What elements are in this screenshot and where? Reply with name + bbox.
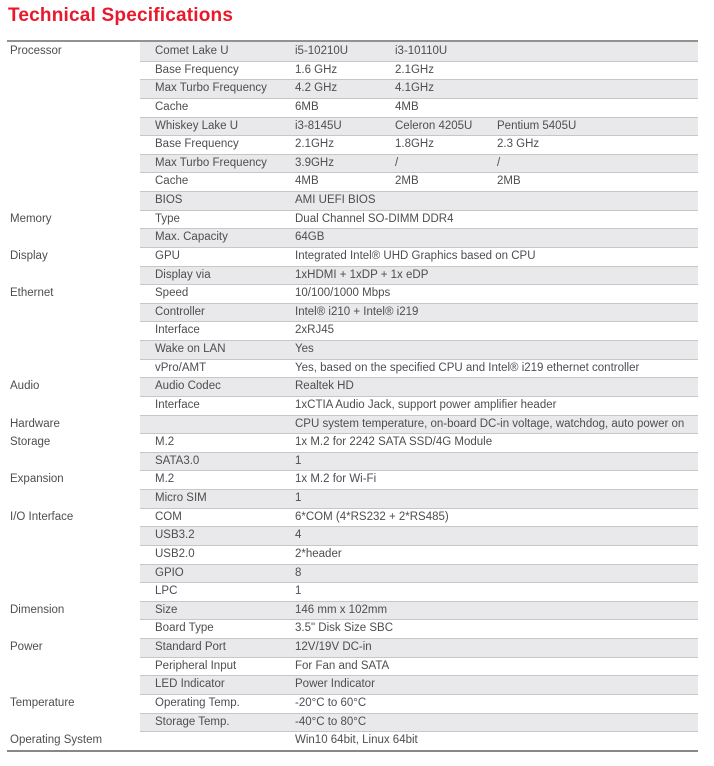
spec-label: COM: [155, 510, 182, 523]
category-cell: Temperature: [7, 694, 140, 713]
spec-values: [295, 713, 698, 732]
spec-label: Micro SIM: [155, 492, 207, 504]
spec-value: 10/100/1000 Mbps: [295, 287, 391, 300]
spec-value: 12V/19V DC-in: [295, 641, 372, 653]
spec-values: [295, 582, 698, 601]
spec-value: 2*header: [295, 547, 342, 560]
spec-values: [295, 452, 698, 471]
spec-label: SATA3.0: [155, 454, 200, 467]
spec-label: USB3.2: [155, 529, 195, 542]
table-row: [7, 694, 698, 713]
category-cell: [7, 545, 140, 564]
category-cell: [7, 582, 140, 601]
spec-value: i5-10210U: [295, 45, 349, 57]
spec-values: [295, 657, 698, 676]
table-row: [7, 452, 698, 471]
spec-label: Storage Temp.: [155, 715, 230, 728]
spec-value: Yes: [295, 343, 314, 355]
table-row: [7, 508, 698, 527]
table-row: [7, 228, 698, 247]
spec-value: 1.8GHz: [395, 138, 434, 151]
table-row: [7, 135, 698, 154]
table-row: [7, 619, 698, 638]
spec-value: For Fan and SATA: [295, 659, 390, 672]
category-cell: [7, 489, 140, 508]
category-cell: Processor: [7, 42, 140, 61]
table-row: [7, 396, 698, 415]
category-cell: Power: [7, 638, 140, 657]
spec-row-content: [140, 675, 698, 694]
spec-label: Max Turbo Frequency: [155, 156, 267, 169]
spec-value: 6*COM (4*RS232 + 2*RS485): [295, 510, 449, 523]
spec-value: 3.5" Disk Size SBC: [295, 622, 394, 635]
spec-values: [295, 470, 698, 489]
spec-row-content: [140, 415, 698, 434]
table-row: [7, 303, 698, 322]
spec-values: [295, 675, 698, 694]
spec-values: [295, 154, 698, 173]
spec-value: Realtek HD: [295, 380, 354, 393]
spec-row-content: [140, 433, 698, 452]
spec-value: Intel® i210 + Intel® i219: [295, 305, 419, 318]
table-row: [7, 42, 698, 61]
spec-values: [295, 433, 698, 452]
spec-row-content: [140, 284, 698, 303]
spec-values: [295, 42, 698, 61]
spec-table: [7, 40, 698, 752]
spec-values: [295, 694, 698, 713]
spec-label: BIOS: [155, 194, 183, 206]
category-cell: [7, 619, 140, 638]
spec-value: Celeron 4205U: [395, 119, 473, 132]
spec-row-content: [140, 135, 698, 154]
spec-label: Max Turbo Frequency: [155, 82, 267, 95]
spec-value: 4: [295, 529, 302, 542]
table-row: [7, 433, 698, 452]
table-row: [7, 321, 698, 340]
spec-value: i3-10110U: [395, 45, 448, 57]
spec-value: /: [395, 156, 399, 169]
spec-label: Size: [155, 603, 178, 616]
spec-label: Type: [155, 212, 180, 225]
spec-row-content: [140, 638, 698, 657]
category-cell: [7, 266, 140, 285]
table-row: [7, 582, 698, 601]
table-row: [7, 247, 698, 266]
spec-value: AMI UEFI BIOS: [295, 194, 376, 206]
table-row: [7, 675, 698, 694]
spec-values: [295, 266, 698, 285]
spec-value: 4MB: [395, 100, 419, 113]
category-cell: [7, 340, 140, 359]
spec-value: Dual Channel SO-DIMM DDR4: [295, 212, 454, 225]
spec-value: 2MB: [497, 175, 521, 188]
spec-row-content: [140, 545, 698, 564]
spec-row-content: [140, 154, 698, 173]
spec-values: [295, 340, 698, 359]
table-row: [7, 731, 698, 750]
spec-row-content: [140, 303, 698, 322]
table-row: [7, 657, 698, 676]
category-cell: [7, 564, 140, 583]
spec-value: 1x M.2 for 2242 SATA SSD/4G Module: [295, 436, 493, 449]
spec-row-content: [140, 210, 698, 229]
table-row: [7, 117, 698, 136]
spec-value: Yes, based on the specified CPU and Intel® i219 ethernet controller: [295, 361, 640, 374]
spec-label: Cache: [155, 100, 189, 113]
spec-label: Cache: [155, 175, 189, 188]
spec-label: Standard Port: [155, 641, 226, 653]
spec-values: [295, 79, 698, 98]
spec-value: 1.6 GHz: [295, 63, 338, 76]
spec-values: [295, 284, 698, 303]
spec-row-content: [140, 489, 698, 508]
category-cell: [7, 526, 140, 545]
spec-value: -20°C to 60°C: [295, 696, 367, 709]
spec-label: M.2: [155, 473, 175, 486]
spec-value: CPU system temperature, on-board DC-in voltage, watchdog, auto power on: [295, 417, 685, 430]
spec-value: 3.9GHz: [295, 156, 334, 169]
spec-values: [295, 210, 698, 229]
category-cell: [7, 135, 140, 154]
spec-label: Base Frequency: [155, 63, 239, 76]
spec-values: [295, 601, 698, 620]
spec-label: Comet Lake U: [155, 45, 229, 57]
spec-label: Controller: [155, 305, 205, 318]
spec-value: 1: [295, 454, 302, 467]
category-cell: Audio: [7, 377, 140, 396]
category-cell: Hardware: [7, 415, 140, 434]
spec-label: Wake on LAN: [155, 343, 226, 355]
spec-row-content: [140, 526, 698, 545]
table-row: [7, 340, 698, 359]
spec-label: Audio Codec: [155, 380, 221, 393]
category-cell: Expansion: [7, 470, 140, 489]
spec-values: [295, 508, 698, 527]
table-row: [7, 359, 698, 378]
spec-label: USB2.0: [155, 547, 195, 560]
spec-values: [295, 396, 698, 415]
spec-row-content: [140, 694, 698, 713]
table-row: [7, 61, 698, 80]
table-row: [7, 98, 698, 117]
spec-value: 4.2 GHz: [295, 82, 338, 95]
spec-label: LPC: [155, 585, 178, 598]
table-row: [7, 526, 698, 545]
category-cell: Operating System: [7, 731, 140, 750]
spec-row-content: [140, 452, 698, 471]
spec-label: Board Type: [155, 622, 214, 635]
spec-values: [295, 191, 698, 210]
spec-row-content: [140, 79, 698, 98]
spec-label: [140, 415, 295, 434]
table-row: [7, 638, 698, 657]
spec-label: GPIO: [155, 566, 184, 579]
spec-value: 2.3 GHz: [497, 138, 540, 151]
category-cell: [7, 61, 140, 80]
category-cell: Ethernet: [7, 284, 140, 303]
spec-value: 2xRJ45: [295, 324, 334, 337]
spec-row-content: [140, 601, 698, 620]
category-cell: Dimension: [7, 601, 140, 620]
category-cell: [7, 228, 140, 247]
table-row: [7, 415, 698, 434]
category-cell: [7, 675, 140, 694]
spec-values: [295, 247, 698, 266]
table-row: [7, 79, 698, 98]
category-cell: Display: [7, 247, 140, 266]
table-row: [7, 154, 698, 173]
spec-values: [295, 526, 698, 545]
category-cell: [7, 154, 140, 173]
spec-label: M.2: [155, 436, 175, 449]
table-row: [7, 545, 698, 564]
category-cell: [7, 303, 140, 322]
spec-value: 4.1GHz: [395, 82, 434, 95]
table-row: [7, 210, 698, 229]
table-row: [7, 713, 698, 732]
spec-label: Interface: [155, 398, 200, 411]
category-cell: [7, 321, 140, 340]
category-cell: [7, 172, 140, 191]
category-cell: I/O Interface: [7, 508, 140, 527]
spec-label: Interface: [155, 324, 200, 337]
spec-row-content: [140, 42, 698, 61]
spec-value: 2.1GHz: [295, 138, 334, 151]
category-cell: Memory: [7, 210, 140, 229]
spec-row-content: [140, 98, 698, 117]
spec-row-content: [140, 266, 698, 285]
spec-row-content: [140, 731, 698, 750]
spec-value: 4MB: [295, 175, 319, 188]
table-row: [7, 601, 698, 620]
spec-row-content: [140, 582, 698, 601]
spec-row-content: [140, 377, 698, 396]
spec-value: Integrated Intel® UHD Graphics based on CPU: [295, 249, 536, 262]
spec-value: -40°C to 80°C: [295, 715, 367, 728]
table-row: [7, 377, 698, 396]
spec-row-content: [140, 340, 698, 359]
spec-row-content: [140, 191, 698, 210]
spec-label: Operating Temp.: [155, 696, 240, 709]
spec-row-content: [140, 321, 698, 340]
spec-label: Peripheral Input: [155, 659, 237, 672]
spec-label: Max. Capacity: [155, 231, 228, 244]
spec-values: [295, 303, 698, 322]
spec-row-content: [140, 172, 698, 191]
spec-row-content: [140, 508, 698, 527]
table-row: [7, 172, 698, 191]
spec-value: Pentium 5405U: [497, 119, 577, 132]
spec-value: 1: [295, 492, 302, 504]
spec-label: Whiskey Lake U: [155, 119, 239, 132]
spec-value: 146 mm x 102mm: [295, 603, 388, 616]
spec-values: [295, 61, 698, 80]
spec-values: [295, 377, 698, 396]
category-cell: [7, 191, 140, 210]
spec-value: 1xCTIA Audio Jack, support power amplifier header: [295, 398, 557, 411]
spec-row-content: [140, 619, 698, 638]
spec-row-content: [140, 564, 698, 583]
spec-value: 8: [295, 566, 302, 579]
spec-values: [295, 619, 698, 638]
spec-values: [295, 172, 698, 191]
spec-row-content: [140, 396, 698, 415]
table-row: [7, 489, 698, 508]
category-cell: [7, 396, 140, 415]
spec-label: Display via: [155, 268, 211, 281]
spec-values: [295, 228, 698, 247]
category-cell: [7, 359, 140, 378]
spec-values: [295, 489, 698, 508]
spec-value: Win10 64bit, Linux 64bit: [295, 734, 418, 747]
spec-row-content: [140, 470, 698, 489]
table-row: [7, 564, 698, 583]
spec-label: Speed: [155, 287, 189, 300]
spec-value: Power Indicator: [295, 678, 375, 691]
spec-value: 1: [295, 585, 302, 598]
spec-label: Base Frequency: [155, 138, 239, 151]
category-cell: [7, 452, 140, 471]
category-cell: [7, 713, 140, 732]
spec-values: [295, 98, 698, 117]
spec-row-content: [140, 61, 698, 80]
category-cell: [7, 79, 140, 98]
spec-values: [295, 638, 698, 657]
spec-row-content: [140, 359, 698, 378]
spec-value: i3-8145U: [295, 119, 342, 132]
spec-row-content: [140, 117, 698, 136]
spec-label: GPU: [155, 249, 180, 262]
spec-value: 2.1GHz: [395, 63, 434, 76]
category-cell: [7, 117, 140, 136]
spec-values: [295, 545, 698, 564]
table-row: [7, 266, 698, 285]
spec-value: 1x M.2 for Wi-Fi: [295, 473, 377, 486]
table-row: [7, 284, 698, 303]
spec-label: LED Indicator: [155, 678, 225, 691]
spec-value: 6MB: [295, 100, 319, 113]
spec-values: [295, 321, 698, 340]
category-cell: [7, 657, 140, 676]
category-cell: Storage: [7, 433, 140, 452]
spec-values: [295, 731, 698, 750]
spec-value: 64GB: [295, 231, 325, 244]
spec-label: [140, 731, 295, 750]
spec-values: [295, 117, 698, 136]
spec-row-content: [140, 657, 698, 676]
spec-values: [295, 359, 698, 378]
table-row: [7, 191, 698, 210]
spec-row-content: [140, 228, 698, 247]
spec-label: vPro/AMT: [155, 361, 207, 374]
spec-value: 1xHDMI + 1xDP + 1x eDP: [295, 268, 429, 281]
spec-row-content: [140, 247, 698, 266]
spec-value: 2MB: [395, 175, 419, 188]
spec-row-content: [140, 713, 698, 732]
spec-value: /: [497, 156, 501, 169]
page-title: Technical Specifications: [8, 5, 234, 26]
spec-values: [295, 135, 698, 154]
table-row: [7, 470, 698, 489]
spec-values: [295, 564, 698, 583]
spec-values: [295, 415, 698, 434]
category-cell: [7, 98, 140, 117]
